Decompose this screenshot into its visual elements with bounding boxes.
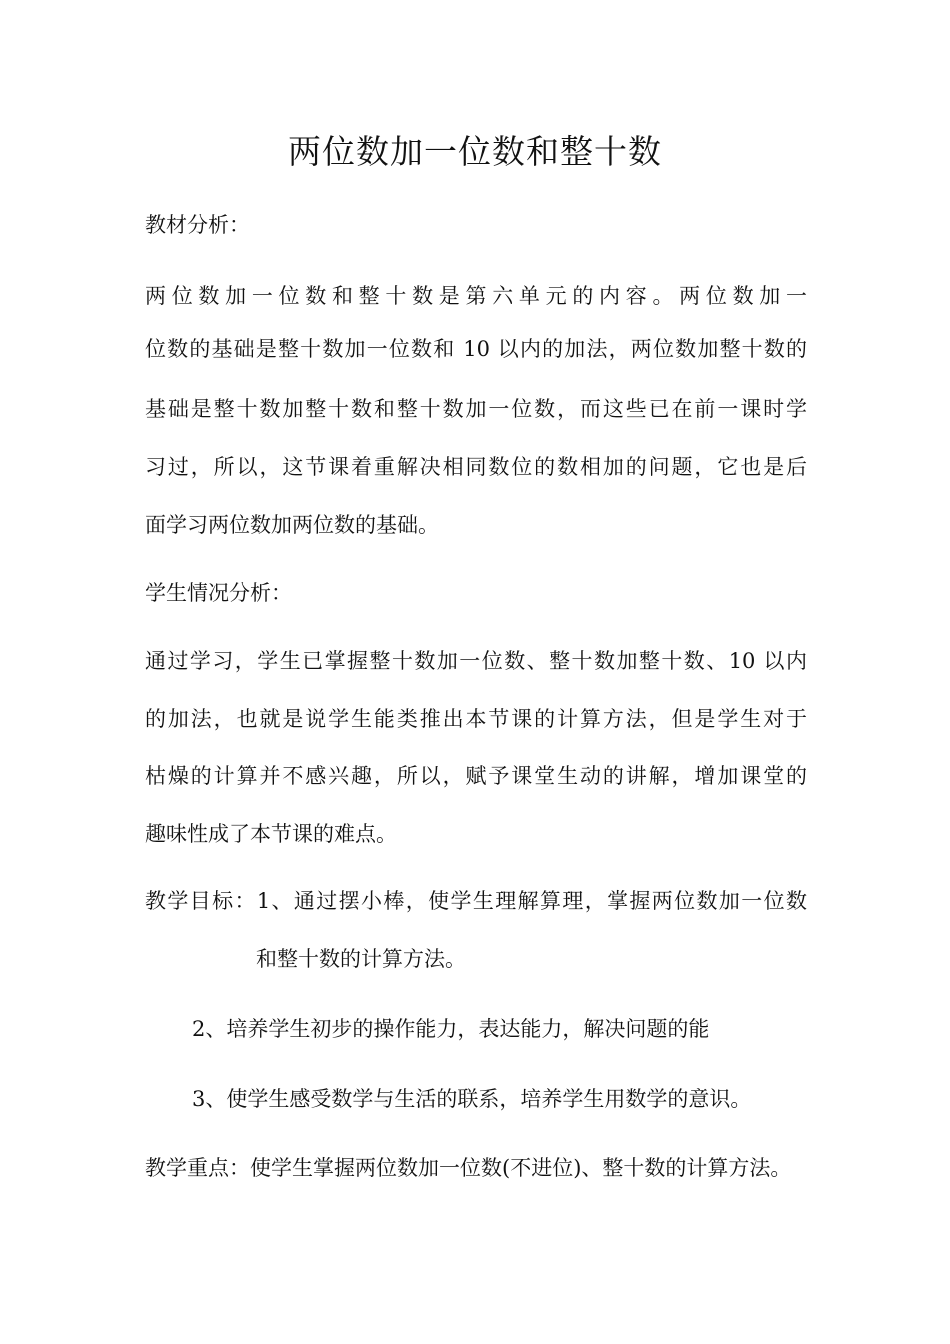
section-heading-material-analysis: 教材分析： (145, 213, 250, 237)
teaching-goal-line: 教学目标：1、通过摆小棒，使学生理解算理，掌握两位数加一位数 (145, 889, 807, 913)
paragraph-line: 习过，所以，这节课着重解决相同数位的数相加的问题，它也是后 (145, 455, 807, 479)
document-title: 两位数加一位数和整十数 (288, 132, 662, 171)
paragraph-line: 两位数加一位数和整十数是第六单元的内容。两位数加一 (145, 284, 807, 308)
teaching-goal-line: 3、使学生感受数学与生活的联系，培养学生用数学的意识。 (192, 1087, 752, 1111)
paragraph-line: 通过学习，学生已掌握整十数加一位数、整十数加整十数、10 以内 (145, 649, 807, 673)
teaching-focus-line: 教学重点：使学生掌握两位数加一位数(不进位)、整十数的计算方法。 (145, 1156, 792, 1180)
section-heading-student-analysis: 学生情况分析： (145, 581, 292, 605)
paragraph-line: 的加法，也就是说学生能类推出本节课的计算方法，但是学生对于 (145, 707, 807, 731)
paragraph-line: 趣味性成了本节课的难点。 (145, 822, 397, 846)
teaching-goal-line: 2、培养学生初步的操作能力，表达能力，解决问题的能 (192, 1017, 710, 1041)
teaching-goal-line: 和整十数的计算方法。 (256, 947, 466, 971)
paragraph-line: 位数的基础是整十数加一位数和 10 以内的加法，两位数加整十数的 (145, 337, 807, 361)
paragraph-line: 基础是整十数加整十数和整十数加一位数，而这些已在前一课时学 (145, 397, 807, 421)
paragraph-line: 枯燥的计算并不感兴趣，所以，赋予课堂生动的讲解，增加课堂的 (145, 764, 807, 788)
paragraph-line: 面学习两位数加两位数的基础。 (145, 513, 439, 537)
